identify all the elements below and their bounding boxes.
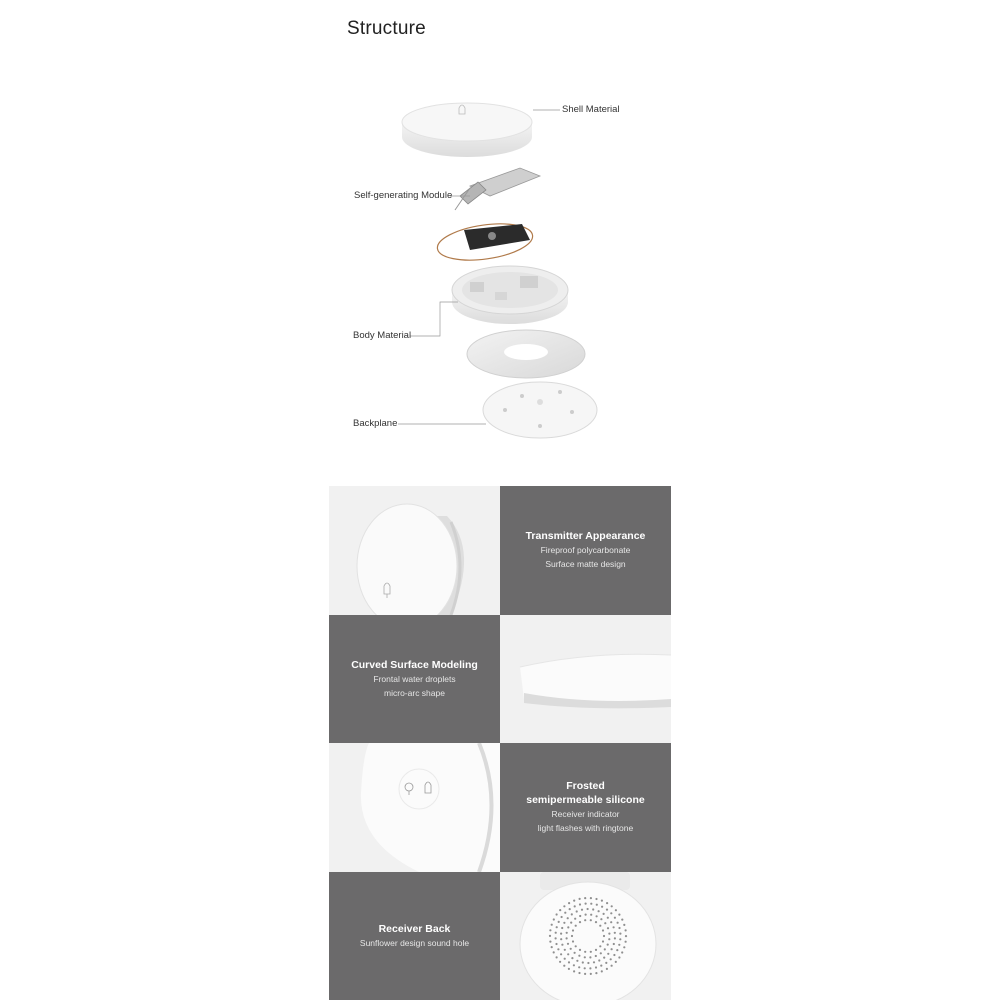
feature-line: Surface matte design xyxy=(545,559,626,570)
callout-shell-material: Shell Material xyxy=(562,104,620,115)
feature-line: Receiver indicator xyxy=(551,809,620,820)
feature-heading-line2: semipermeable silicone xyxy=(526,794,645,807)
feature-heading: Receiver Back xyxy=(378,922,451,935)
feature-heading-line1: Frosted xyxy=(566,780,605,793)
section-title: Structure xyxy=(347,18,426,39)
exploded-diagram xyxy=(0,0,1000,470)
feature-heading: Transmitter Appearance xyxy=(525,530,646,543)
feature-grid xyxy=(329,486,671,1000)
feature-line: Fireproof polycarbonate xyxy=(540,545,631,556)
feature-line: micro-arc shape xyxy=(384,687,445,698)
callout-body-material: Body Material xyxy=(353,330,412,341)
callout-backplane: Backplane xyxy=(353,418,398,429)
feature-receiver-back xyxy=(329,872,500,1000)
curved-surface-photo xyxy=(500,615,671,744)
callout-self-generating-module: Self-generating Module xyxy=(354,190,453,201)
feature-line: light flashes with ringtone xyxy=(537,823,634,834)
backplane-part xyxy=(483,382,597,438)
shell-part xyxy=(402,103,532,157)
feature-curved-surface xyxy=(329,615,500,744)
gasket-part xyxy=(467,330,585,378)
feature-frosted-silicone xyxy=(500,743,671,872)
feature-line: Sunflower design sound hole xyxy=(359,937,470,948)
module-part xyxy=(435,168,540,266)
feature-transmitter xyxy=(500,486,671,615)
feature-line: Frontal water droplets xyxy=(373,673,456,684)
body-part xyxy=(452,266,568,324)
transmitter-photo xyxy=(329,486,500,615)
receiver-back-photo xyxy=(500,872,671,1000)
receiver-front-photo xyxy=(329,743,500,872)
feature-heading: Curved Surface Modeling xyxy=(351,658,478,671)
